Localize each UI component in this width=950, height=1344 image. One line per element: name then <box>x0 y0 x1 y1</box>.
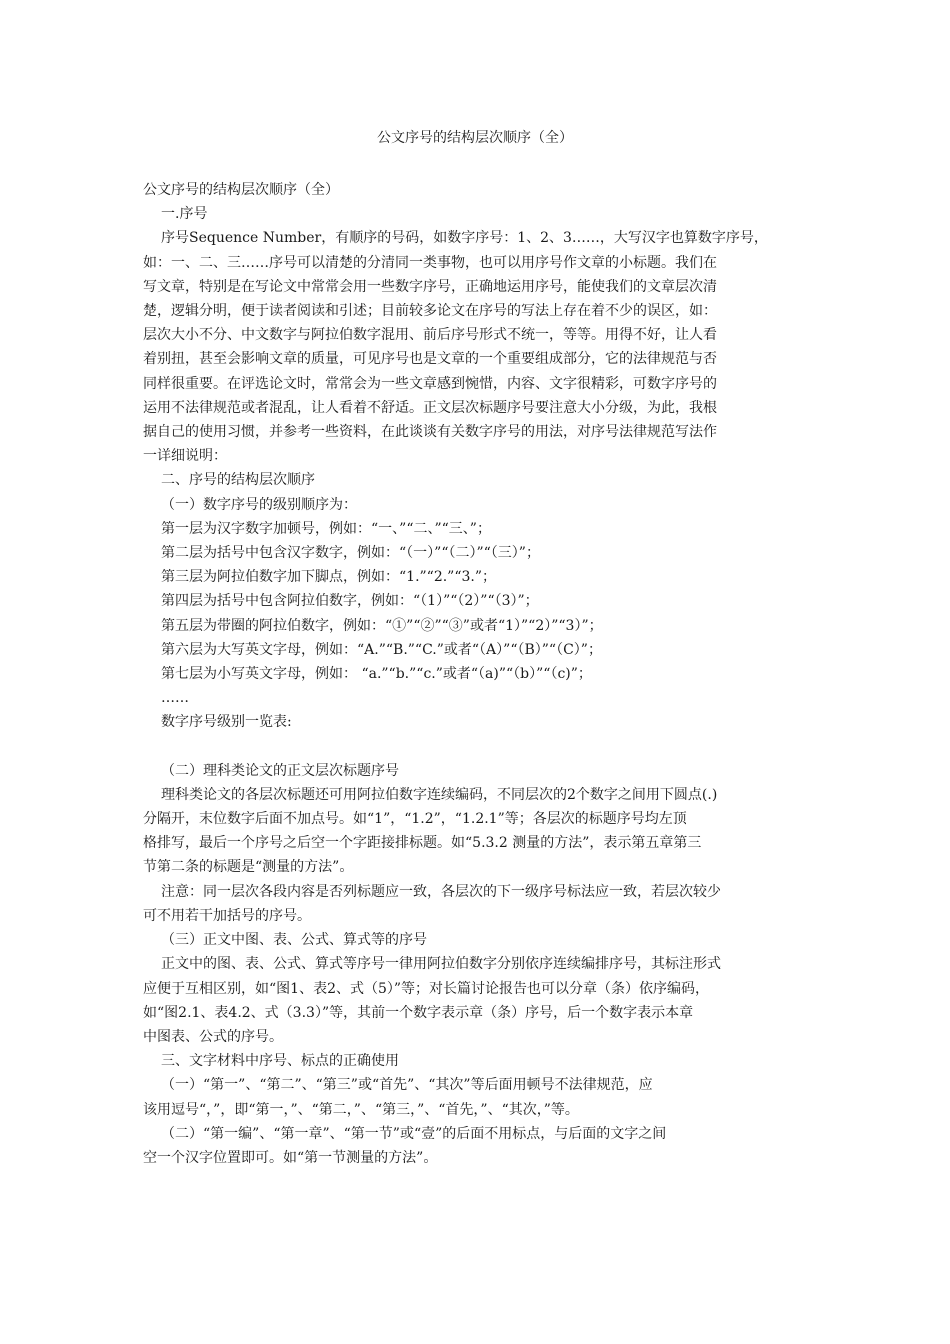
section-1-line: 据自己的使用习惯，并参考一些资料，在此谈谈有关数字序号的用法，对序号法律规范写法作 <box>143 424 717 441</box>
section-1-line: 楚，逻辑分明，便于读者阅读和引述；目前较多论文在序号的写法上存在着不少的误区，如： <box>143 303 717 320</box>
subsection-3-line: 正文中的图、表、公式、算式等序号一律用阿拉伯数字分别依序连续编排序号，其标注形式 <box>161 956 721 973</box>
section-1-line: 着别扭，甚至会影响文章的质量，可见序号也是文章的一个重要组成部分，它的法律规范与否 <box>143 351 717 368</box>
section-1-line: 同样很重要。在评选论文时，常常会为一些文章感到惋惜，内容、文字很精彩，可数字序号的 <box>143 375 717 392</box>
level-item: 第五层为带圈的阿拉伯数字，例如：“①”“②”“③”或者“1）”“2）”“3）”； <box>161 617 603 634</box>
subsection-2-line: 理科类论文的各层次标题还可用阿拉伯数字连续编码，不同层次的2个数字之间用下圆点(.) <box>161 786 718 803</box>
subsection-3-line: 如“图2.1、表4.2、式（3.3）”等，其前一个数字表示章（条）序号，后一个数字表示本章 <box>143 1004 694 1021</box>
subsection-2-line: 分隔开，末位数字后面不加点号。如“1”，“1.2”，“1.2.1”等；各层次的标题序号均左顶 <box>143 811 687 828</box>
section-2-heading: 二、序号的结构层次顺序 <box>161 472 315 489</box>
level-item: 第七层为小写英文字母，例如： “a.”“b.”“c.”或者“（a)”“（b）”“（c)”； <box>161 666 592 683</box>
subsection-1-heading: （一）数字序号的级别顺序为： <box>161 496 357 513</box>
level-item: 第二层为括号中包含汉字数字，例如：“（一）”“（二）”“（三）”； <box>161 545 540 562</box>
section-1-line: 层次大小不分、中文数字与阿拉伯数字混用、前后序号形式不统一，等等。用得不好，让人看 <box>143 327 717 344</box>
level-item: 第四层为括号中包含阿拉伯数字，例如：“（1）”“（2）”“（3）”； <box>161 593 539 610</box>
section-3-paragraph-2: 空一个汉字位置即可。如“第一节测量的方法”。 <box>143 1149 438 1166</box>
subsection-3-heading: （三）正文中图、表、公式、算式等的序号 <box>161 932 427 949</box>
section-1-heading: 一.序号 <box>161 206 208 223</box>
heading-repeat: 公文序号的结构层次顺序（全） <box>143 182 339 198</box>
page-title: 公文序号的结构层次顺序（全） <box>377 130 573 146</box>
note-line: 注意：同一层次各段内容是否列标题应一致，各层次的下一级序号标法应一致，若层次较少 <box>161 883 721 900</box>
level-item: 第一层为汉字数字加顿号，例如：“一、”“二、”“三、”； <box>161 520 491 537</box>
document-body <box>143 178 813 1170</box>
level-item: 第三层为阿拉伯数字加下脚点，例如：“1.”“2.”“3.”； <box>161 569 497 586</box>
ellipsis: …… <box>161 690 189 707</box>
section-1-line: 序号Sequence Number，有顺序的号码，如数字序号：1、2、3……，大写汉字也算数字序号， <box>161 230 768 247</box>
section-3-paragraph-1: 该用逗号“，”，即“第一，”、“第二，”、“第三，”、“首先，”、“其次，”等。 <box>143 1101 579 1118</box>
section-3-paragraph-2: （二）“第一编”、“第一章”、“第一节”或“壹”的后面不用标点，与后面的文字之间 <box>161 1125 667 1142</box>
subsection-2-line: 节第二条的标题是“测量的方法”。 <box>143 859 354 876</box>
subsection-2-line: 格排写，最后一个序号之后空一个字距接排标题。如“5.3.2 测量的方法”，表示第五章第三 <box>143 835 702 852</box>
level-item: 第六层为大写英文字母，例如：“A.”“B.”“C.”或者“（A）”“（B）”“（C）”； <box>161 641 602 658</box>
subsection-2-heading: （二）理科类论文的正文层次标题序号 <box>161 762 399 779</box>
section-1-line: 一详细说明： <box>143 448 227 465</box>
section-3-paragraph-1: （一）“第一”、“第二”、“第三”或“首先”、“其次”等后面用顿号不法律规范，应 <box>161 1077 653 1094</box>
section-1-line: 写文章，特别是在写论文中常常会用一些数字序号，正确地运用序号，能使我们的文章层次清 <box>143 278 717 295</box>
note-line: 可不用若干加括号的序号。 <box>143 907 311 924</box>
section-1-line: 运用不法律规范或者混乱，让人看着不舒适。正文层次标题序号要注意大小分级，为此，我根 <box>143 399 717 416</box>
table-caption: 数字序号级别一览表: <box>161 714 292 731</box>
subsection-3-line: 应便于互相区别，如“图1、表2、式（5）”等；对长篇讨论报告也可以分章（条）依序编码， <box>143 980 710 997</box>
subsection-3-line: 中图表、公式的序号。 <box>143 1028 283 1045</box>
blank-gap <box>143 735 813 759</box>
section-1-line: 如：一、二、三……序号可以清楚的分清同一类事物，也可以用序号作文章的小标题。我们在 <box>143 254 717 271</box>
section-3-heading: 三、文字材料中序号、标点的正确使用 <box>161 1053 399 1070</box>
